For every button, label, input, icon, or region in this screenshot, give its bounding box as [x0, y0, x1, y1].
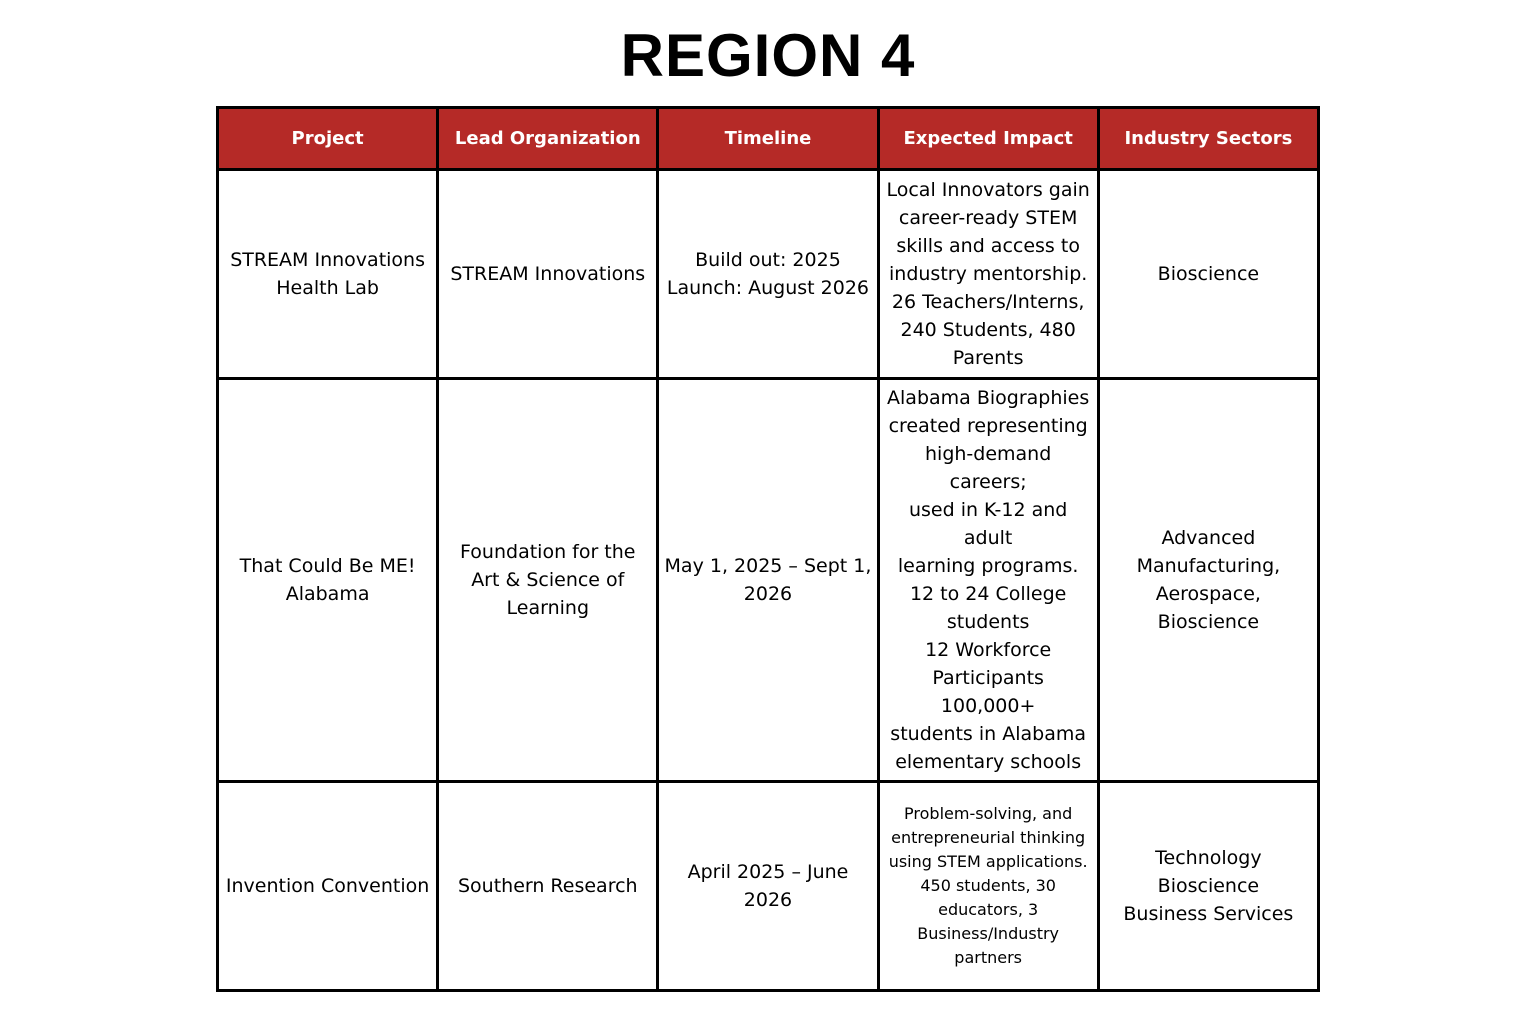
table-row — [218, 379, 1319, 782]
cell-line: used in K-12 and adult — [908, 499, 1068, 549]
cell-line: Invention Convention — [225, 875, 430, 897]
cell-line: Alabama Biographies — [887, 387, 1090, 409]
cell-line: educators, 3 — [938, 900, 1039, 919]
cell-line: April 2025 – June — [687, 861, 849, 883]
cell-line: STREAM Innovations — [450, 263, 646, 285]
cell-line: 240 Students, 480 — [900, 319, 1076, 341]
cell-line: Problem-solving, and — [904, 804, 1073, 823]
cell-line: Manufacturing, — [1136, 555, 1281, 577]
cell-lead-organization — [438, 782, 658, 991]
cell-expected-impact — [878, 379, 1098, 782]
table-row — [218, 170, 1319, 379]
cell-line: Bioscience — [1157, 263, 1260, 285]
cell-line: Learning — [506, 597, 590, 619]
cell-line: using STEM applications. — [888, 852, 1088, 871]
cell-lead-organization — [438, 170, 658, 379]
cell-line: That Could Be ME! — [239, 555, 416, 577]
cell-expected-impact — [878, 170, 1098, 379]
cell-lead-organization — [438, 379, 658, 782]
cell-line: Build out: 2025 — [695, 249, 841, 271]
cell-line: STREAM Innovations — [230, 249, 425, 271]
cell-project — [218, 379, 438, 782]
header-lead-organization: Lead Organization — [438, 108, 658, 170]
header-expected-impact: Expected Impact — [878, 108, 1098, 170]
cell-line: Advanced — [1161, 527, 1256, 549]
cell-line: 12 to 24 College — [909, 583, 1067, 605]
cell-line: students — [946, 611, 1030, 633]
cell-line: 2026 — [743, 583, 793, 605]
cell-line: Technology — [1155, 847, 1262, 869]
cell-line: 2026 — [743, 889, 793, 911]
header-industry-sectors: Industry Sectors — [1098, 108, 1318, 170]
cell-line: industry mentorship. — [889, 263, 1088, 285]
cell-line: high-demand careers; — [925, 443, 1052, 493]
cell-timeline — [658, 379, 878, 782]
cell-line: students in Alabama — [890, 723, 1087, 745]
cell-timeline — [658, 782, 878, 991]
cell-line: partners — [954, 948, 1023, 967]
page-title: REGION 4 — [620, 22, 916, 89]
cell-line: May 1, 2025 – Sept 1, — [664, 555, 872, 577]
cell-line: Bioscience — [1157, 875, 1260, 897]
cell-line: skills and access to — [896, 235, 1080, 257]
cell-line: Business/Industry — [917, 924, 1060, 943]
header-project: Project — [218, 108, 438, 170]
cell-line: Alabama — [285, 583, 370, 605]
cell-industry-sectors — [1098, 782, 1318, 991]
cell-project — [218, 170, 438, 379]
cell-line: Participants 100,000+ — [932, 667, 1044, 717]
cell-line: Health Lab — [276, 277, 379, 299]
header-timeline: Timeline — [658, 108, 878, 170]
cell-line: Parents — [952, 347, 1024, 369]
cell-line: 26 Teachers/Interns, — [891, 291, 1085, 313]
table-row — [218, 782, 1319, 991]
projects-table — [216, 106, 1320, 992]
cell-line: 12 Workforce — [925, 639, 1052, 661]
cell-line: learning programs. — [897, 555, 1079, 577]
cell-line: Local Innovators gain — [886, 179, 1090, 201]
cell-line: created representing — [888, 415, 1088, 437]
cell-line: Aerospace, Bioscience — [1155, 583, 1261, 633]
cell-line: Launch: August 2026 — [666, 277, 870, 299]
cell-line: Business Services — [1123, 903, 1294, 925]
cell-line: career-ready STEM — [898, 207, 1078, 229]
cell-line: Southern Research — [457, 875, 638, 897]
cell-line: Foundation for the — [460, 541, 636, 563]
cell-line: 450 students, 30 — [920, 876, 1056, 895]
cell-industry-sectors — [1098, 379, 1318, 782]
cell-line: Art & Science of — [471, 569, 625, 591]
cell-timeline — [658, 170, 878, 379]
cell-line: elementary schools — [895, 751, 1082, 773]
table-header-row — [218, 108, 1319, 170]
cell-line: entrepreneurial thinking — [891, 828, 1086, 847]
cell-expected-impact — [878, 782, 1098, 991]
cell-project — [218, 782, 438, 991]
cell-industry-sectors — [1098, 170, 1318, 379]
